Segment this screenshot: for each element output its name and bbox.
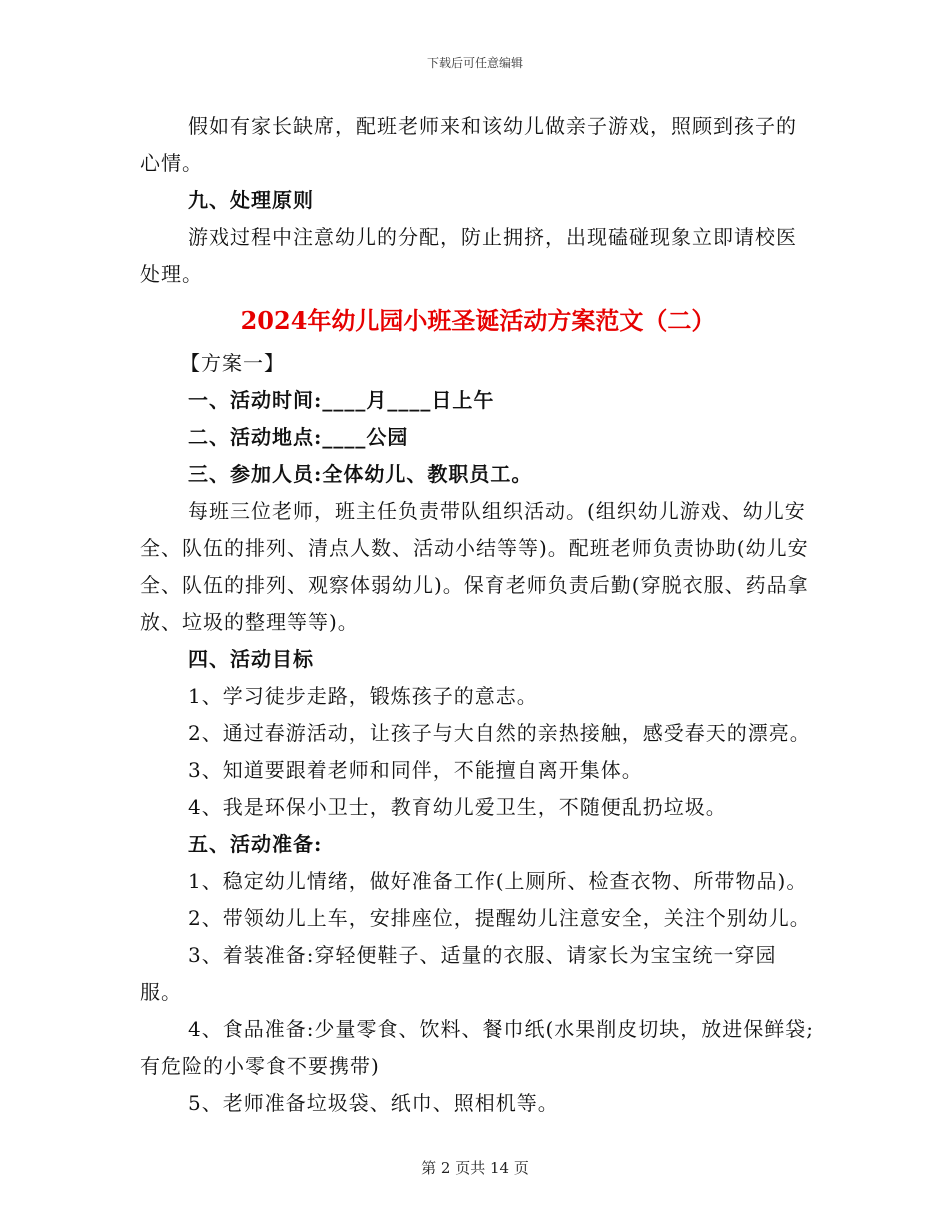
heading-activity-location: 二、活动地点:____公园 xyxy=(188,425,409,449)
heading-activity-time: 一、活动时间:____月____日上午 xyxy=(188,388,495,412)
prep-item-3: 3、着装准备:穿轻便鞋子、适量的衣服、请家长为宝宝统一穿园服。 xyxy=(140,943,777,1004)
goal-item-1: 1、学习徒步走路，锻炼孩子的意志。 xyxy=(188,684,538,708)
paragraph-teacher-roles: 每班三位老师，班主任负责带队组织活动。(组织幼儿游戏、幼儿安全、队伍的排列、清点人数、活动小结等等)。配班老师负责协助(幼儿安全、队伍的排列、观察体弱幼儿)。保育老师负责后勤(穿脱衣服、药品拿放、垃圾的整理等等)。 xyxy=(140,499,809,634)
goal-item-2: 2、通过春游活动，让孩子与大自然的亲热接触，感受春天的漂亮。 xyxy=(188,721,811,745)
goal-item-3: 3、知道要跟着老师和同伴，不能擅自离开集体。 xyxy=(188,758,643,782)
heading-participants: 三、参加人员:全体幼儿、教职员工。 xyxy=(188,462,533,486)
paragraph-handling-principle: 游戏过程中注意幼儿的分配，防止拥挤，出现磕碰现象立即请校医处理。 xyxy=(140,225,797,286)
prep-item-2: 2、带领幼儿上车，安排座位，提醒幼儿注意安全，关注个别幼儿。 xyxy=(188,906,811,930)
document-body xyxy=(140,108,816,1122)
heading-activity-preparation: 五、活动准备: xyxy=(188,832,323,856)
prep-item-1: 1、稳定幼儿情绪，做好准备工作(上厕所、检查衣物、所带物品)。 xyxy=(188,869,808,893)
heading-plan-one: 【方案一】 xyxy=(180,351,285,375)
prep-item-4: 4、食品准备:少量零食、饮料、餐巾纸(水果削皮切块，放进保鲜袋;有危险的小零食不要携带) xyxy=(140,1017,815,1078)
page-header: 下载后可任意编辑 xyxy=(426,56,523,70)
heading-activity-goals: 四、活动目标 xyxy=(188,647,314,671)
page-footer: 第 2 页共 14 页 xyxy=(421,1159,529,1177)
goal-item-4: 4、我是环保小卫士，教育幼儿爱卫生，不随便乱扔垃圾。 xyxy=(188,795,727,819)
prep-item-5: 5、老师准备垃圾袋、纸巾、照相机等。 xyxy=(188,1091,559,1115)
document-title: 2024年幼儿园小班圣诞活动方案范文（二） xyxy=(240,306,716,335)
heading-section-nine: 九、处理原则 xyxy=(188,188,314,212)
paragraph-parent-absent: 假如有家长缺席，配班老师来和该幼儿做亲子游戏，照顾到孩子的心情。 xyxy=(140,114,797,175)
